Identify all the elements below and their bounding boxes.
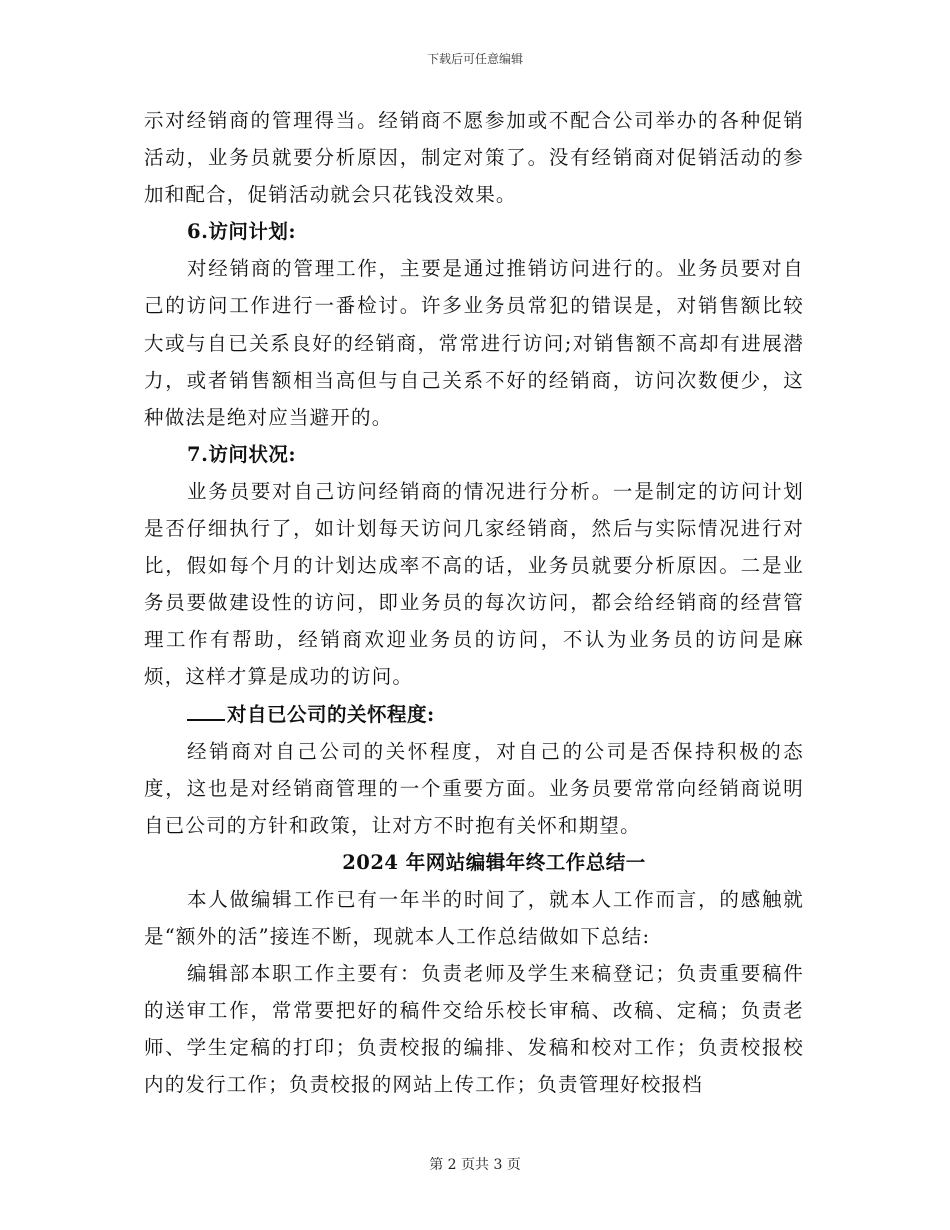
paragraph-company-care: 经销商对自己公司的关怀程度，对自己的公司是否保持积极的态度，这也是对经销商管理的一个重要方面。业务员要常常向经销商说明自已公司的方针和政策，让对方不时抱有关怀和期望。 [144,739,804,837]
section-heading-visit-plan: 6.访问计划: [187,220,297,244]
paragraph-continued: 示对经销商的管理得当。经销商不愿参加或不配合公司举办的各种促销活动，业务员就要分析原因，制定对策了。没有经销商对促销活动的参加和配合，促销活动就会只花钱没效果。 [144,109,804,207]
section-heading-company-care-text: 对自已公司的关怀程度: [227,702,435,726]
section-heading-company-care [144,696,804,733]
paragraph-intro: 本人做编辑工作已有一年半的时间了，就本人工作而言，的感触就是“额外的活”接连不断，现就本人工作总结做如下总结: [144,887,804,949]
document-body [144,102,804,1104]
paragraph-duties: 编辑部本职工作主要有：负责老师及学生来稿登记；负责重要稿件的送审工作，常常要把好的稿件交给乐校长审稿、改稿、定稿；负责老师、学生定稿的打印；负责校报的编排、发稿和校对工作；负责校报校内的发行工作；负责校报的网站上传工作；负责管理好校报档 [144,962,804,1097]
blank-underline [187,703,225,721]
paragraph-visit-plan: 对经销商的管理工作，主要是通过推销访问进行的。业务员要对自己的访问工作进行一番检讨。许多业务员常犯的错误是，对销售额比较大或与自已关系良好的经销商，常常进行访问;对销售额不高却有进展潜力，或者销售额相当高但与自己关系不好的经销商，访问次数便少，这种做法是绝对应当避开的。 [144,257,804,429]
page-header: 下载后可任意编辑 [426,52,523,66]
page-footer: 第 2 页共 3 页 [429,1157,521,1173]
section-heading-visit-status: 7.访问状况: [187,442,297,466]
document-title: 2024 年网站编辑年终工作总结一 [342,850,646,874]
paragraph-visit-status: 业务员要对自己访问经销商的情况进行分析。一是制定的访问计划是否仔细执行了，如计划每天访问几家经销商，然后与实际情况进行对比，假如每个月的计划达成率不高的话，业务员就要分析原因。二是业务员要做建设性的访问，即业务员的每次访问，都会给经销商的经营管理工作有帮助，经销商欢迎业务员的访问，不认为业务员的访问是麻烦，这样才算是成功的访问。 [144,479,804,689]
